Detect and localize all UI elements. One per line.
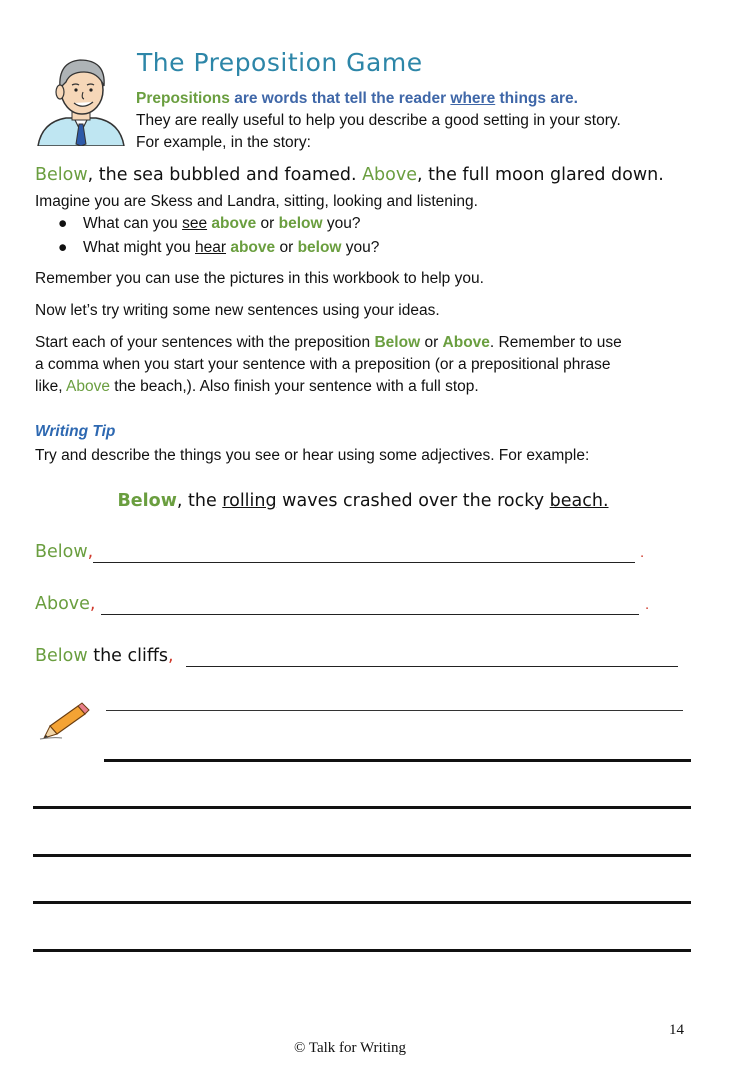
example-sentence xyxy=(0,491,726,511)
instructions-line3 xyxy=(35,376,695,398)
intro-lead xyxy=(136,88,696,110)
pencil-icon xyxy=(38,702,90,740)
example-rolling-word: rolling xyxy=(222,491,277,511)
bullet-text: What might you xyxy=(83,239,195,256)
intro-text xyxy=(136,88,696,154)
bullet-end: you? xyxy=(341,239,380,256)
intro-prepositions-word: Prepositions xyxy=(136,90,230,107)
bullet-above-word: above xyxy=(211,215,257,232)
intro-lead-end: things are. xyxy=(495,90,578,107)
bullet-or: or xyxy=(275,239,298,256)
prompt-below-word: Below xyxy=(35,542,88,562)
example-beach-word: beach. xyxy=(549,491,609,511)
question-list xyxy=(58,213,379,261)
answer-blank-1[interactable] xyxy=(93,544,635,563)
imagine-text: Imagine you are Skess and Landra, sitting, looking and listening. xyxy=(35,193,478,210)
prompt-comma: , xyxy=(87,542,94,562)
footer-copyright: © Talk for Writing xyxy=(293,1040,407,1056)
story-below-word: Below xyxy=(35,165,88,185)
intro-line2: They are really useful to help you describe a good setting in your story. xyxy=(136,112,621,129)
instructions-line2: a comma when you start your sentence with a preposition (or a prepositional phrase xyxy=(35,356,611,373)
prompt-above-word: Above xyxy=(35,594,90,614)
story-text-2: , the full moon glared down. xyxy=(417,165,664,185)
intro-line3: For example, in the story: xyxy=(136,134,311,151)
writing-line-6[interactable] xyxy=(33,949,691,952)
story-text-1: , the sea bubbled and foamed. xyxy=(87,165,363,185)
bullet-below-word: below xyxy=(278,215,323,232)
instr-like: like, xyxy=(35,378,67,395)
bullet-end: you? xyxy=(322,215,361,232)
answer-blank-2[interactable] xyxy=(101,596,639,615)
instr-below-word: Below xyxy=(374,334,421,351)
instr-above-example: Above xyxy=(66,378,110,395)
bullet-icon: ● xyxy=(58,215,68,232)
bullet-above-word: above xyxy=(230,239,276,256)
bullet-or: or xyxy=(256,215,279,232)
bullet-text: What can you xyxy=(83,215,183,232)
bullet-icon: ● xyxy=(58,239,68,256)
writing-line-1[interactable] xyxy=(106,710,683,711)
prompt-below xyxy=(35,542,93,562)
instr-text-a: Start each of your sentences with the preposition xyxy=(35,334,375,351)
writing-line-5[interactable] xyxy=(33,901,691,904)
list-item xyxy=(58,213,379,237)
writing-tip-text: Try and describe the things you see or hear using some adjectives. For example: xyxy=(35,447,590,464)
list-item xyxy=(58,237,379,261)
example-below-word: Below xyxy=(117,491,177,511)
example-text-b: waves crashed over the rocky xyxy=(276,491,550,511)
intro-where-word: where xyxy=(450,90,496,107)
prompt-comma: , xyxy=(89,594,96,614)
page-number: 14 xyxy=(669,1022,684,1038)
prompt-below-cliffs xyxy=(35,646,174,666)
instr-above-word: Above xyxy=(442,334,490,351)
instr-text-end: the beach,). Also finish your sentence with a full stop. xyxy=(109,378,479,395)
remember-text: Remember you can use the pictures in this workbook to help you. xyxy=(35,270,484,287)
writing-line-2[interactable] xyxy=(104,759,691,762)
teacher-illustration xyxy=(36,52,126,146)
prompt-below-word: Below xyxy=(35,646,88,666)
bullet-verb: hear xyxy=(195,239,227,256)
instructions-text xyxy=(35,332,695,398)
prompt-cliffs-text: the cliffs xyxy=(87,646,169,666)
writing-tip-heading: Writing Tip xyxy=(35,423,116,440)
instr-text-c: . Remember to use xyxy=(489,334,622,351)
writing-line-4[interactable] xyxy=(33,854,691,857)
full-stop: . xyxy=(640,544,645,561)
now-let-text: Now let’s try writing some new sentences using your ideas. xyxy=(35,302,440,319)
instructions-line1 xyxy=(35,332,695,354)
intro-lead-mid: are words that tell the reader xyxy=(229,90,451,107)
writing-line-3[interactable] xyxy=(33,806,691,809)
answer-blank-3[interactable] xyxy=(186,648,678,667)
instr-text-b: or xyxy=(420,334,443,351)
full-stop: . xyxy=(645,596,650,613)
bullet-below-word: below xyxy=(297,239,342,256)
prompt-above xyxy=(35,594,96,614)
story-above-word: Above xyxy=(362,165,417,185)
example-text-a: , the xyxy=(176,491,223,511)
prompt-comma: , xyxy=(168,646,174,666)
page-title: The Preposition Game xyxy=(137,48,423,77)
story-example xyxy=(35,165,664,185)
bullet-verb: see xyxy=(182,215,208,232)
